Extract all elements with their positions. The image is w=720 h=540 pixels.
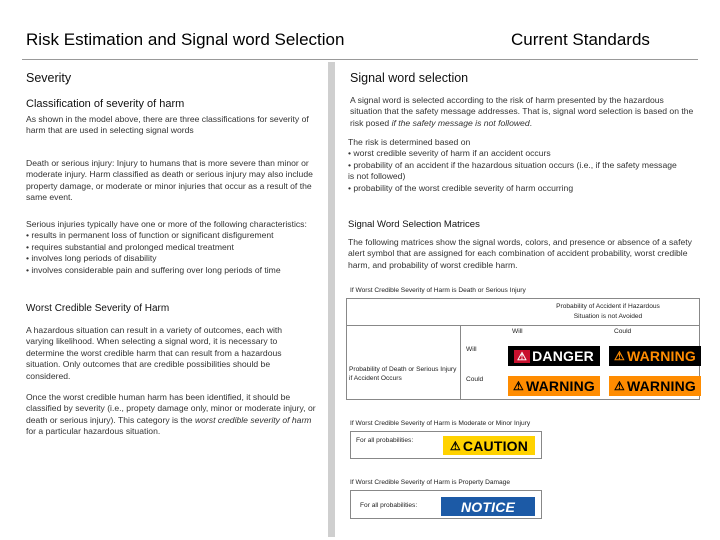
safety-alert-triangle-icon: ⚠	[514, 350, 530, 363]
safety-alert-triangle-icon: ⚠	[449, 438, 461, 453]
page-title: Risk Estimation and Signal word Selection	[26, 30, 345, 49]
serious-item: • involves considerable pain and suffering over long periods of time	[26, 264, 281, 275]
worst-paragraph-2	[26, 392, 322, 438]
worst-para2-end: for a particular hazardous situation.	[26, 426, 161, 437]
para1-text: A signal word is selected according to the risk of harm presented by the hazardous situation that the safety message addresses. That is, signal word selection is based on the risk posed	[350, 95, 694, 128]
intro-paragraph: As shown in the model above, there are three classifications for severity of harm that are used in selecting signal words	[26, 114, 309, 136]
matrix1-col-will: Will	[512, 328, 523, 335]
para1-end: .	[529, 117, 533, 128]
warning-word: WARNING	[626, 378, 697, 394]
risk-intro: The risk is determined based on	[348, 137, 471, 147]
caution-label	[443, 436, 535, 455]
safety-alert-triangle-icon: ⚠	[613, 379, 625, 393]
page-subtitle: Current Standards	[511, 30, 650, 49]
warning-word: WARNING	[525, 378, 596, 394]
notice-word: NOTICE	[460, 498, 516, 515]
serious-item: • involves long periods of disability	[26, 253, 157, 264]
risk-item: • probability of an accident if the hazardous situation occurs (i.e., if the safety message is not followed)	[348, 159, 677, 182]
worst-para2-text: Once the worst credible human harm has been identified, it should be classified by severity (i.e., propety damage only, minor or moderate injury, or death or serious injury). This category is the	[26, 392, 316, 425]
matrix1-caption: If Worst Credible Severity of Harm is Death or Serious Injury	[350, 287, 526, 294]
matrix1-grid-line	[460, 325, 461, 400]
warning-label	[508, 376, 600, 396]
risk-item: • worst credible severity of harm if an accident occurs	[348, 148, 551, 159]
worst-paragraph-1: A hazardous situation can result in a variety of outcomes, each with varying likelihood. When selecting a signal word, it is necessary to determine the worst credible harm that can result from a hazardous situation. Only outcomes that are credible possibilities should be considered.	[26, 325, 283, 381]
matrix3-label: For all probabilities:	[360, 502, 418, 509]
risk-block	[348, 137, 678, 194]
signal-word-heading: Signal word selection	[350, 71, 469, 85]
matrix1-row-could: Could	[466, 376, 484, 383]
warning-word: WARNING	[626, 348, 697, 364]
danger-word: DANGER	[532, 348, 594, 364]
risk-item: • probability of the worst credible severity of harm occurring	[348, 182, 574, 193]
para1-emphasis: if the safety message is not followed	[391, 117, 530, 128]
matrix1-row-header: Probability of Death or Serious Injury if Accident Occurs	[349, 366, 457, 382]
matrix1-grid-line	[346, 325, 700, 326]
safety-alert-triangle-icon: ⚠	[512, 379, 524, 393]
matrix1-col-could: Could	[614, 328, 632, 335]
classification-heading: Classification of severity of harm	[26, 98, 185, 110]
matrices-paragraph: The following matrices show the signal words, colors, and presence or absence of a safety alert symbol that are assigned for each combination of accident probability, worst credible harm, and probability of worst credible harm.	[348, 237, 692, 270]
matrices-heading: Signal Word Selection Matrices	[348, 219, 480, 230]
signal-word-paragraph	[350, 95, 695, 129]
death-paragraph: Death or serious injury: Injury to humans that is more severe than minor or moderate injury. Harm classified as death or serious injury may also include property damage, or moderate or minor injuries that occur as a result of the same event.	[26, 158, 313, 203]
warning-label	[609, 376, 701, 396]
matrix2-caption: If Worst Credible Severity of Harm is Moderate or Minor Injury	[350, 420, 531, 427]
serious-intro: Serious injuries typically have one or more of the following characteristics:	[26, 219, 307, 229]
header-rule	[22, 59, 698, 60]
worst-credible-heading: Worst Credible Severity of Harm	[26, 303, 170, 314]
caution-word: CAUTION	[462, 437, 529, 454]
serious-item: • results in permanent loss of function or significant disfigurement	[26, 230, 274, 241]
matrix1-column-header: Probability of Accident if Hazardous Situation is not Avoided	[556, 303, 660, 320]
danger-label	[508, 346, 600, 366]
safety-alert-triangle-icon: ⚠	[613, 349, 625, 363]
matrix3-caption: If Worst Credible Severity of Harm is Property Damage	[350, 479, 511, 486]
worst-para2-emphasis: worst credible severity of harm	[194, 414, 312, 425]
serious-item: • requires substantial and prolonged medical treatment	[26, 241, 234, 252]
column-divider	[328, 62, 335, 537]
warning-label	[609, 346, 701, 366]
matrix2-label: For all probabilities:	[356, 437, 414, 444]
serious-injury-block	[26, 219, 326, 276]
notice-label	[441, 497, 535, 516]
severity-heading: Severity	[26, 71, 72, 85]
matrix1-row-will: Will	[466, 346, 477, 353]
